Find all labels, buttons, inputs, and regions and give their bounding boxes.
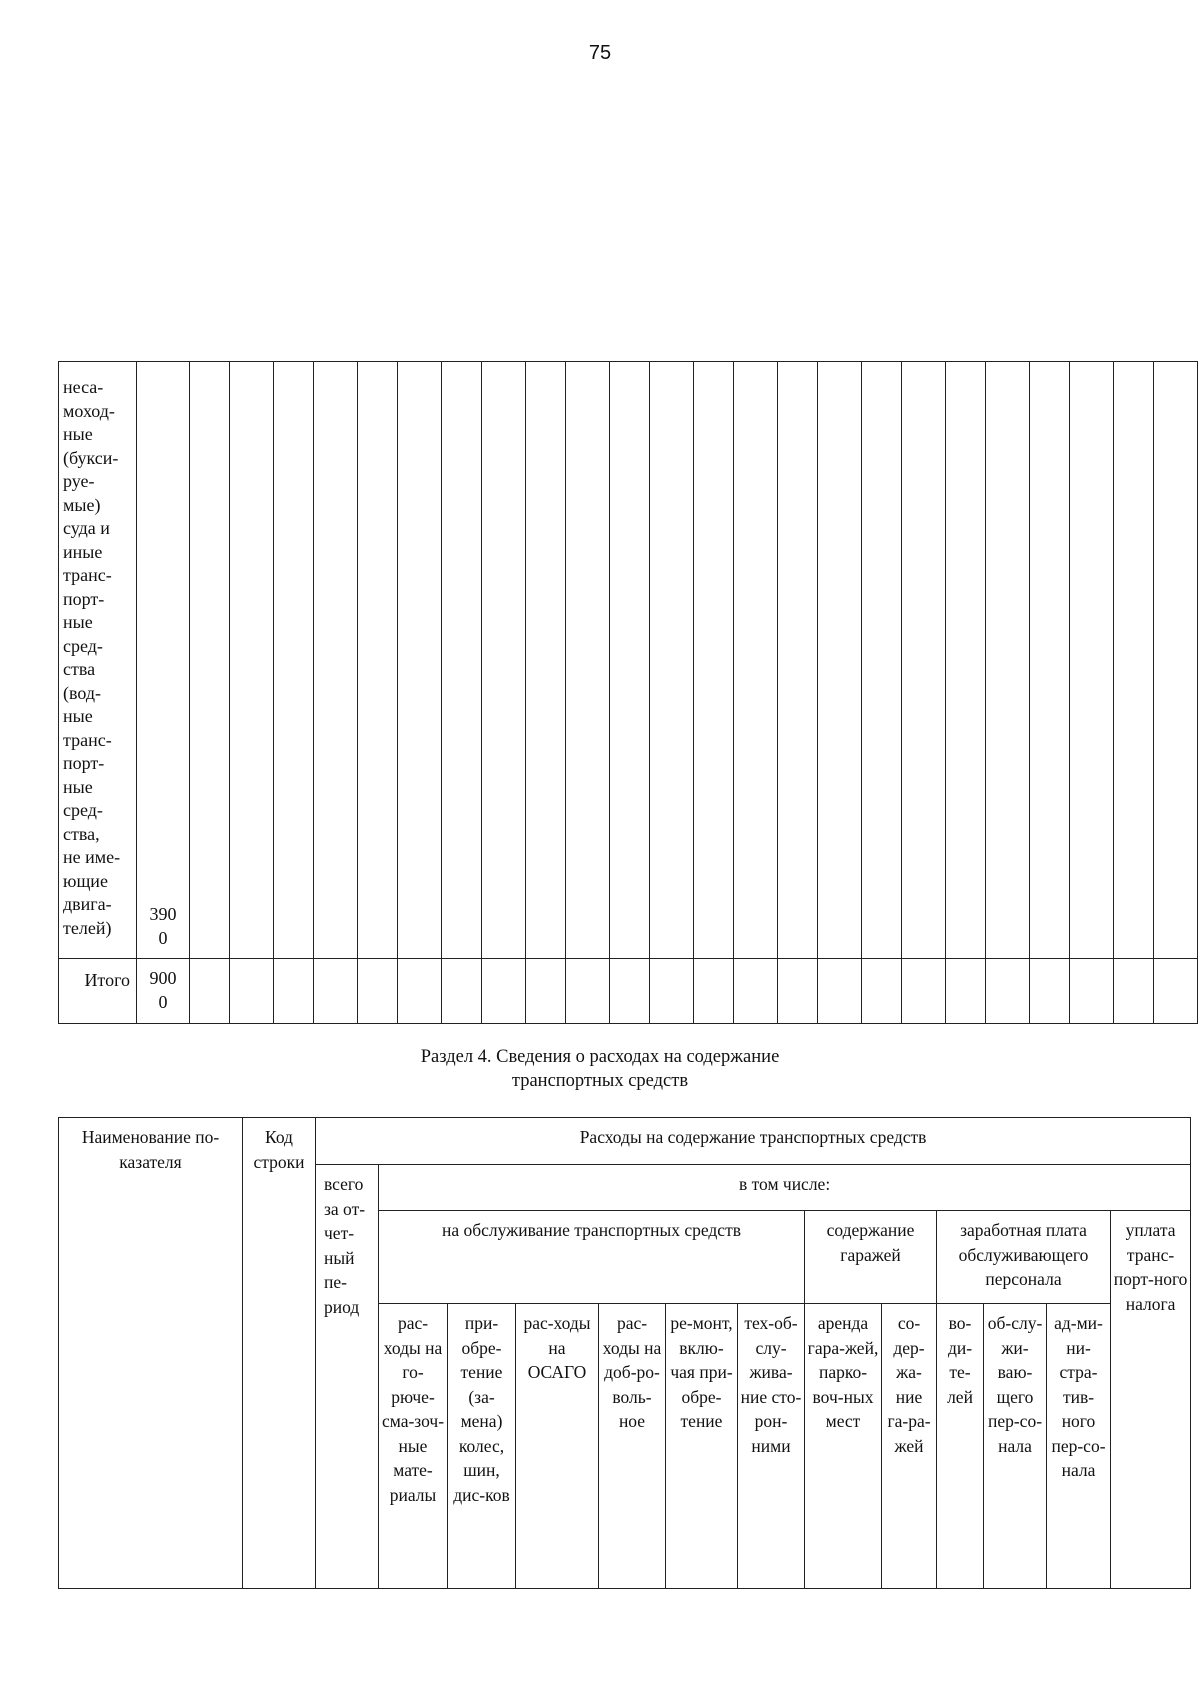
header-fuel-lubricants: рас-ходы на го-рюче-сма-зоч-ные мате-риалы (379, 1304, 448, 1589)
value-cell (902, 362, 946, 959)
value-cell (650, 959, 694, 1024)
page-number: 75 (588, 42, 612, 64)
header-salary-group: заработная плата обслуживающего персонала (937, 1211, 1111, 1304)
section-title (0, 1045, 1200, 1093)
header-expenses-group: Расходы на содержание транспортных средств (316, 1118, 1191, 1165)
value-cell (442, 362, 482, 959)
row-code-cell (137, 362, 190, 959)
header-service-group: на обслуживание транспортных средств (379, 1211, 805, 1304)
value-cell (314, 362, 358, 959)
value-cell (398, 959, 442, 1024)
row-code: 390 0 (149, 904, 177, 948)
value-cell (818, 959, 862, 1024)
total-code-cell (137, 959, 190, 1024)
header-repair: ре-монт, вклю-чая при-обре-тение (666, 1304, 738, 1589)
value-cell (1070, 362, 1114, 959)
value-cell (566, 959, 610, 1024)
value-cell (358, 362, 398, 959)
value-cell (526, 362, 566, 959)
value-cell (694, 959, 734, 1024)
header-indicator-name: Наименование по-казателя (59, 1118, 243, 1589)
total-code: 900 0 (149, 968, 177, 1012)
value-cell (314, 959, 358, 1024)
value-cell (610, 362, 650, 959)
header-total-period: всего за от-чет-ный пе-риод (316, 1165, 379, 1589)
header-row-code: Код строки (243, 1118, 316, 1589)
value-cell (610, 959, 650, 1024)
value-cell (230, 959, 274, 1024)
header-row (59, 1118, 1191, 1165)
header-drivers: во-ди-те-лей (937, 1304, 984, 1589)
header-service-staff: об-слу-жи-ваю-щего пер-со-нала (984, 1304, 1047, 1589)
value-cell (986, 959, 1030, 1024)
value-cell (274, 959, 314, 1024)
value-cell (526, 959, 566, 1024)
section3-continuation-table (58, 361, 1198, 1024)
value-cell (986, 362, 1030, 959)
header-garage-maintenance: со-дер-жа-ние га-ра-жей (882, 1304, 937, 1589)
header-including: в том числе: (379, 1165, 1191, 1211)
value-cell (862, 959, 902, 1024)
value-cell (442, 959, 482, 1024)
header-third-party-service: тех-об-слу-жива-ние сто-рон-ними (738, 1304, 805, 1589)
value-cell (734, 959, 778, 1024)
table-row-total (59, 959, 1198, 1024)
value-cell (190, 362, 230, 959)
value-cell (1114, 362, 1154, 959)
value-cell (650, 362, 694, 959)
value-cell (946, 362, 986, 959)
section-title-line: транспортных средств (511, 1071, 689, 1091)
section4-expenses-table (58, 1117, 1191, 1589)
value-cell (230, 362, 274, 959)
value-cell (482, 959, 526, 1024)
header-garage-group: содержание гаражей (805, 1211, 937, 1304)
value-cell (190, 959, 230, 1024)
value-cell (778, 362, 818, 959)
row-label: неса- моход- ные (букси- руе- мые) суда и иные транс- порт- ные сред- ства (вод- ные транс- порт- ные сред- ства, не име- ющие двига- телей) (63, 377, 121, 938)
value-cell (902, 959, 946, 1024)
value-cell (358, 959, 398, 1024)
header-voluntary: рас-ходы на доб-ро-воль-ное (599, 1304, 666, 1589)
value-cell (274, 362, 314, 959)
row-label-cell (59, 362, 137, 959)
header-wheels-tires: при-обре-тение (за-мена) колес, шин, дис-ков (448, 1304, 516, 1589)
total-label: Итого (59, 959, 137, 1024)
header-garage-rent: аренда гара-жей, парко-воч-ных мест (805, 1304, 882, 1589)
value-cell (482, 362, 526, 959)
header-osago: рас-ходы на ОСАГО (516, 1304, 599, 1589)
header-transport-tax: уплата транс-порт-ного налога (1111, 1211, 1191, 1589)
value-cell (734, 362, 778, 959)
value-cell (1154, 362, 1198, 959)
value-cell (946, 959, 986, 1024)
header-admin-staff: ад-ми-ни-стра-тив-ного пер-со-нала (1047, 1304, 1111, 1589)
value-cell (1154, 959, 1198, 1024)
value-cell (818, 362, 862, 959)
value-cell (566, 362, 610, 959)
value-cell (1070, 959, 1114, 1024)
value-cell (1030, 959, 1070, 1024)
value-cell (778, 959, 818, 1024)
value-cell (694, 362, 734, 959)
value-cell (862, 362, 902, 959)
value-cell (398, 362, 442, 959)
table-row (59, 362, 1198, 959)
section-title-line: Раздел 4. Сведения о расходах на содержание (420, 1047, 780, 1067)
value-cell (1030, 362, 1070, 959)
value-cell (1114, 959, 1154, 1024)
